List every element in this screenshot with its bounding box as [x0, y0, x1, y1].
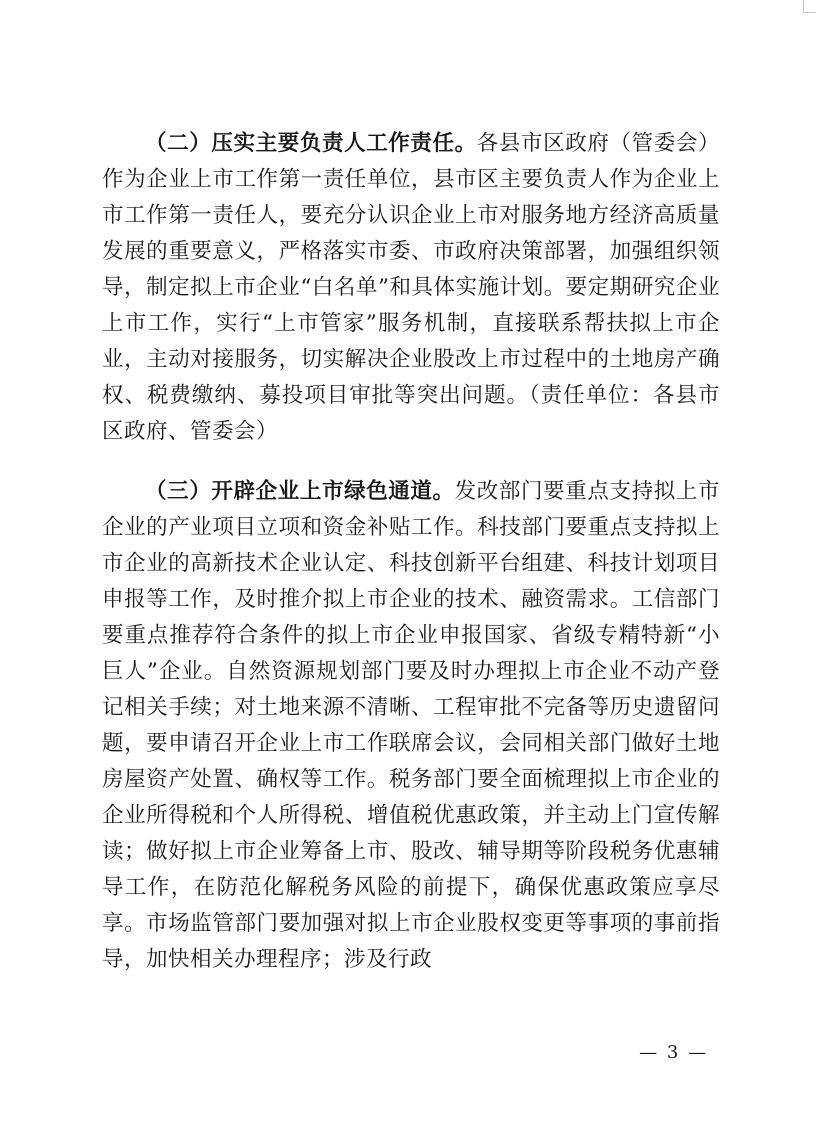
scan-corner-mark [803, 0, 816, 13]
page-number: — 3 — [639, 1042, 708, 1063]
section-three-body: 发改部门要重点支持拟上市企业的产业项目立项和资金补贴工作。科技部门要重点支持拟上市企业的高新技术企业认定、科技创新平台组建、科技计划项目申报等工作，及时推介拟上市企业的技术、融资需求。工信部门要重点推荐符合条件的拟上市企业申报国家、省级专精特新“小巨人”企业。自然资源规划部门要及时办理拟上市企业不动产登记相关手续；对土地来源不清晰、工程审批不完备等历史遗留问题，要申请召开企业上市工作联席会议，会同相关部门做好土地房屋资产处置、确权等工作。税务部门要全面梳理拟上市企业的企业所得税和个人所得税、增值税优惠政策，并主动上门宣传解读；做好拟上市企业筹备上市、股改、辅导期等阶段税务优惠辅导工作，在防范化解税务风险的前提下，确保优惠政策应享尽享。市场监管部门要加强对拟上市企业股权变更等事项的事前指导，加快相关办理程序；涉及行政 [102, 479, 720, 972]
section-two-paragraph [102, 126, 720, 450]
section-two [102, 126, 720, 450]
section-three-heading: （三）开辟企业上市绿色通道。 [145, 479, 455, 504]
section-two-heading: （二）压实主要负责人工作责任。 [145, 131, 477, 156]
section-two-body: 各县市区政府（管委会）作为企业上市工作第一责任单位，县市区主要负责人作为企业上市工作第一责任人，要充分认识企业上市对服务地方经济高质量发展的重要意义，严格落实市委、市政府决策部署，加强组织领导，制定拟上市企业“白名单”和具体实施计划。要定期研究企业上市工作，实行“上市管家”服务机制，直接联系帮扶拟上市企业，主动对接服务，切实解决企业股改上市过程中的土地房产确权、税费缴纳、募投项目审批等突出问题。（责任单位：各县市区政府、管委会） [102, 131, 720, 444]
section-three-paragraph [102, 474, 720, 978]
section-three [102, 474, 720, 978]
